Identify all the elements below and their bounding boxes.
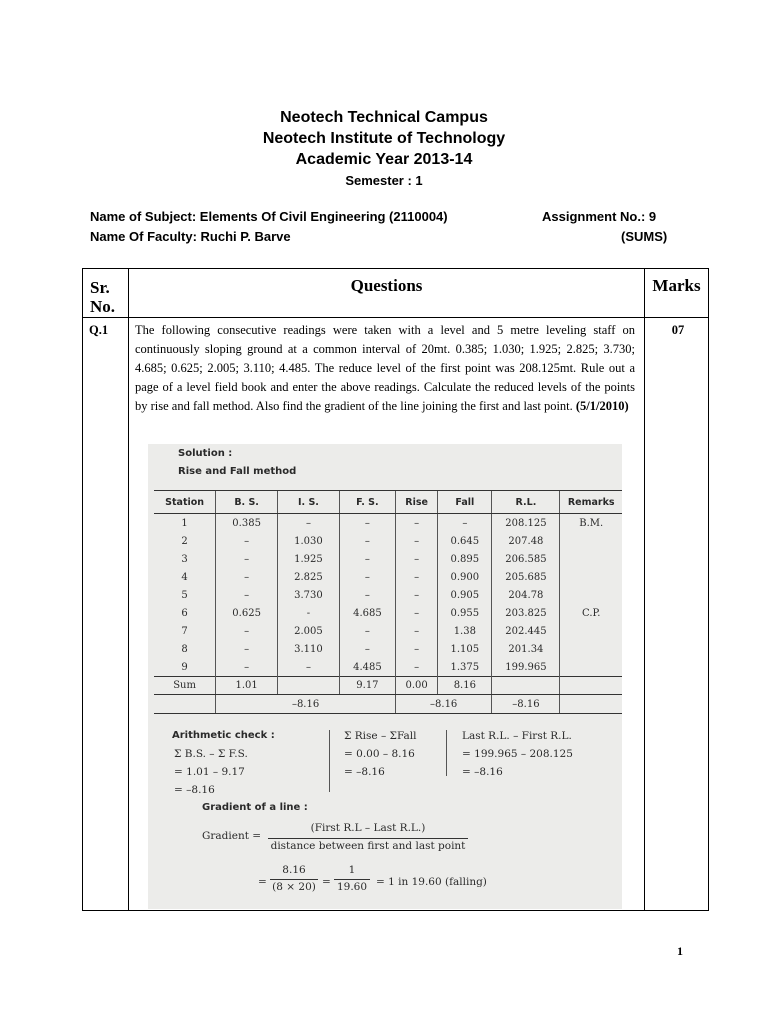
assignment-number: Assignment No.: 9: [542, 209, 657, 224]
institute-name: Neotech Institute of Technology: [262, 130, 506, 147]
cell: 0.955: [438, 604, 492, 622]
calc-equals: =: [258, 876, 267, 888]
cell: [492, 677, 560, 695]
cell: –: [216, 532, 278, 550]
cell: –: [216, 622, 278, 640]
cell: –: [395, 550, 437, 568]
cell: 202.445: [492, 622, 560, 640]
cell: 203.825: [492, 604, 560, 622]
check-rise-fall-result: = –8.16: [344, 766, 385, 778]
cell: –: [438, 514, 492, 533]
question-reference: (5/1/2010): [575, 399, 629, 413]
cell: 1: [181, 517, 188, 529]
col-station: Station: [154, 491, 216, 514]
calc-equals: =: [322, 876, 331, 888]
cell: –: [395, 514, 437, 533]
cell: 3.730: [278, 586, 340, 604]
cell: 1.925: [278, 550, 340, 568]
cell: [560, 640, 622, 658]
cell: 2.825: [278, 568, 340, 586]
level-field-book-table: [154, 490, 622, 714]
gradient-title: Gradient of a line :: [202, 802, 308, 813]
col-rl: R.L.: [492, 491, 560, 514]
gradient-result: = 1 in 19.60 (falling): [376, 876, 487, 888]
col-fall: Fall: [438, 491, 492, 514]
cell: –: [278, 514, 340, 533]
cell: 3: [181, 553, 188, 565]
table-row: [154, 550, 622, 568]
gradient-denominator: distance between first and last point: [270, 840, 466, 852]
cell: 0.905: [438, 586, 492, 604]
cell: 5: [181, 589, 188, 601]
cell: [560, 568, 622, 586]
cell: [154, 695, 216, 714]
cell: 1.01: [216, 677, 278, 695]
cell: [560, 658, 622, 677]
cell: 2.005: [278, 622, 340, 640]
page-number: 1: [677, 944, 683, 958]
col-is: I. S.: [278, 491, 340, 514]
check-rise-fall-values: = 0.00 – 8.16: [344, 748, 415, 760]
rl-difference: –8.16: [492, 695, 560, 714]
cell: 201.34: [492, 640, 560, 658]
solution-method: Rise and Fall method: [178, 466, 297, 477]
col-remarks: Remarks: [560, 491, 622, 514]
header-divider: [83, 317, 708, 318]
table-row: [154, 640, 622, 658]
cell: 8.16: [438, 677, 492, 695]
sr-header-line1: Sr.: [90, 278, 110, 297]
cell: 0.00: [395, 677, 437, 695]
question-marks: 07: [671, 323, 685, 337]
cell: 206.585: [492, 550, 560, 568]
field-book-header-row: [154, 491, 622, 514]
column-divider: [644, 269, 645, 910]
table-row: [154, 514, 622, 533]
calc-numerator-1: 8.16: [282, 864, 306, 876]
cell: 0.645: [438, 532, 492, 550]
cell: –: [395, 604, 437, 622]
sr-no-header: [90, 278, 115, 316]
cell: –: [216, 658, 278, 677]
cell: 7: [181, 625, 188, 637]
fraction-bar: [334, 879, 370, 880]
questions-header: Questions: [350, 276, 423, 295]
cell: –: [339, 586, 395, 604]
cell: 1.375: [438, 658, 492, 677]
cell: 208.125: [492, 514, 560, 533]
cell: 2: [181, 535, 188, 547]
column-divider: [128, 269, 129, 910]
cell: –: [278, 658, 340, 677]
check-rl-result: = –8.16: [462, 766, 503, 778]
cell: 8: [181, 643, 188, 655]
cell: –: [216, 550, 278, 568]
cell: 4: [181, 571, 188, 583]
cell: –: [339, 568, 395, 586]
cell: –: [339, 550, 395, 568]
question-number: Q.1: [89, 323, 109, 337]
cell: 3.110: [278, 640, 340, 658]
cell: 6: [181, 607, 188, 619]
faculty-name: Name Of Faculty: Ruchi P. Barve: [90, 229, 291, 244]
cell: 1.105: [438, 640, 492, 658]
institute-campus-title: Neotech Technical Campus: [280, 109, 488, 126]
check-bs-fs-values: = 1.01 – 9.17: [174, 766, 245, 778]
check-bs-fs-expr: Σ B.S. – Σ F.S.: [174, 748, 248, 760]
check-rl-values: = 199.965 – 208.125: [462, 748, 573, 760]
cell: 0.900: [438, 568, 492, 586]
calc-numerator-2: 1: [348, 864, 356, 876]
cell: [560, 622, 622, 640]
calc-denominator-2: 19.60: [336, 881, 368, 893]
cell: [560, 532, 622, 550]
assignment-type: (SUMS): [621, 229, 668, 244]
cell: –: [395, 568, 437, 586]
semester: Semester : 1: [345, 173, 423, 188]
col-rise: Rise: [395, 491, 437, 514]
cell: [278, 677, 340, 695]
cell: 9.17: [339, 677, 395, 695]
marks-header: Marks: [652, 276, 701, 295]
cell: 4.485: [339, 658, 395, 677]
col-bs: B. S.: [216, 491, 278, 514]
cell: 0.895: [438, 550, 492, 568]
cell: –: [339, 640, 395, 658]
cell: –: [339, 532, 395, 550]
solution-scan-image: [148, 444, 622, 909]
fraction-bar: [268, 838, 468, 839]
table-row: [154, 622, 622, 640]
table-row: [154, 604, 622, 622]
cell: 207.48: [492, 532, 560, 550]
check-rise-fall-expr: Σ Rise – ΣFall: [344, 730, 417, 742]
question-body: The following consecutive readings were taken with a level and 5 metre leveling staff on continuously sloping ground at a common interval of 20mt. 0.385; 1.030; 1.925; 2.825; 3.730; 4.685; 0.625; 2.005; 3.110; 4.485. The reduce level of the first point was 208.125mt. Rule out a page of a level field book and enter the above readings. Calculate the reduced levels of the points by rise and fall method. Also find the gradient of the line joining the first and last point.: [135, 323, 635, 413]
col-fs: F. S.: [339, 491, 395, 514]
cell: 1.38: [438, 622, 492, 640]
fraction-bar: [270, 879, 318, 880]
cell: Sum: [154, 677, 216, 695]
bs-fs-difference: –8.16: [216, 695, 396, 714]
cell: –: [395, 586, 437, 604]
table-row: [154, 658, 622, 677]
cell: –: [339, 622, 395, 640]
cell: 204.78: [492, 586, 560, 604]
cell: –: [339, 514, 395, 533]
cell: [560, 550, 622, 568]
check-rl-expr: Last R.L. – First R.L.: [462, 730, 572, 742]
difference-row: [154, 695, 622, 714]
solution-heading: Solution :: [178, 448, 233, 459]
table-row: [154, 568, 622, 586]
question-text: [135, 321, 635, 416]
sr-header-line2: No.: [90, 297, 116, 316]
cell: B.M.: [560, 514, 622, 533]
academic-year: Academic Year 2013-14: [295, 151, 473, 168]
cell: –: [395, 622, 437, 640]
cell: 199.965: [492, 658, 560, 677]
gradient-numerator: (First R.L – Last R.L.): [310, 822, 426, 834]
gradient-label: Gradient =: [202, 830, 262, 842]
cell: –: [395, 658, 437, 677]
arithmetic-check-title: Arithmetic check :: [172, 730, 275, 741]
check-divider: [329, 730, 330, 792]
cell: –: [216, 586, 278, 604]
cell: –: [395, 532, 437, 550]
cell: 4.685: [339, 604, 395, 622]
rise-fall-difference: –8.16: [395, 695, 491, 714]
cell: -: [278, 604, 340, 622]
cell: –: [216, 568, 278, 586]
cell: 1.030: [278, 532, 340, 550]
cell: 205.685: [492, 568, 560, 586]
cell: –: [216, 640, 278, 658]
subject-name: Name of Subject: Elements Of Civil Engineering (2110004): [90, 209, 448, 224]
table-row: [154, 586, 622, 604]
cell: 9: [181, 661, 188, 673]
table-row: [154, 532, 622, 550]
check-bs-fs-result: = –8.16: [174, 784, 215, 796]
calc-denominator-1: (8 × 20): [272, 881, 316, 893]
sum-row: [154, 677, 622, 695]
cell: –: [395, 640, 437, 658]
check-divider: [446, 730, 447, 776]
cell: C.P.: [560, 604, 622, 622]
cell: [560, 677, 622, 695]
cell: [560, 586, 622, 604]
cell: 0.625: [216, 604, 278, 622]
cell: [560, 695, 622, 714]
cell: 0.385: [216, 514, 278, 533]
